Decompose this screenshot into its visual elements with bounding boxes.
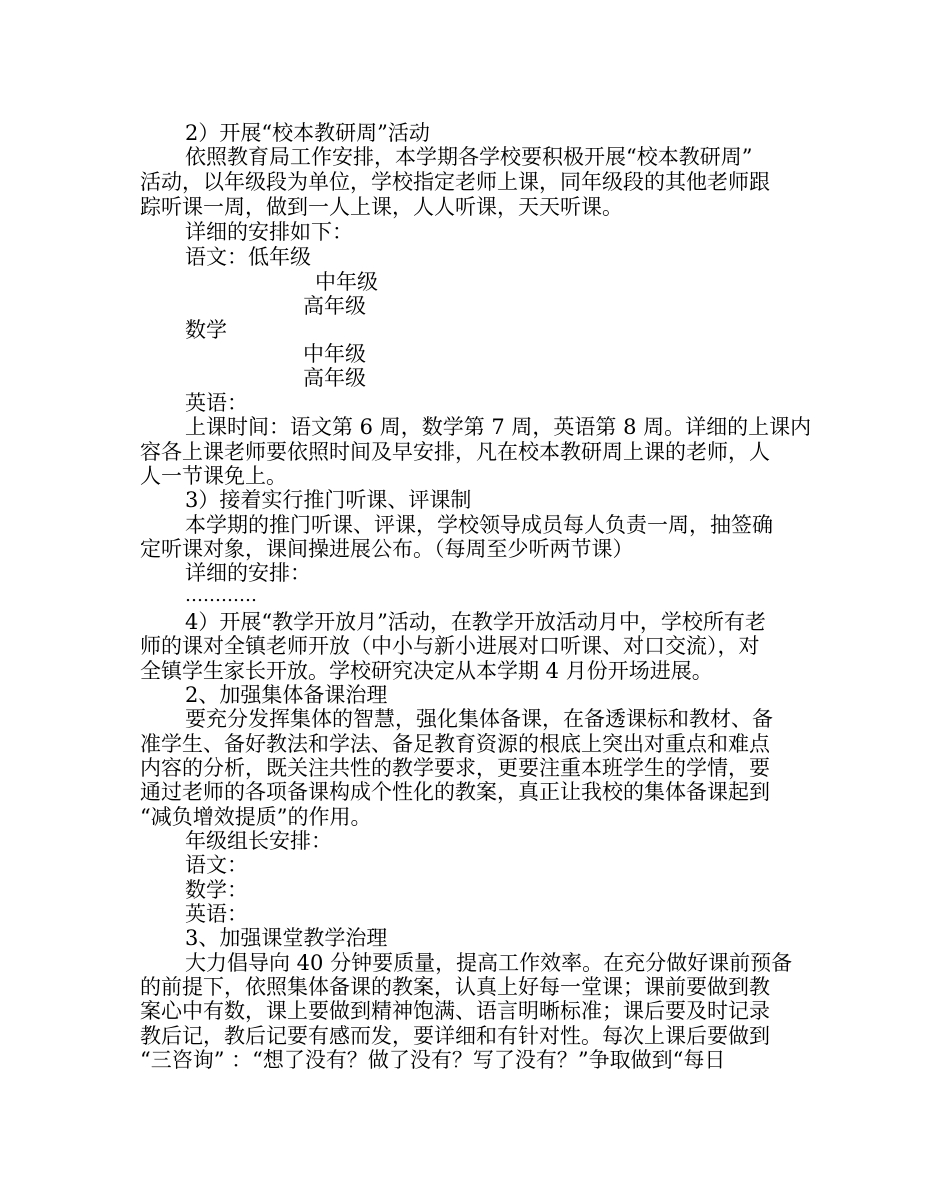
- heading-collective-lesson-prep: 2、加强集体备课治理: [185, 683, 388, 707]
- schedule-item: 中年级: [303, 342, 366, 366]
- body-line: 定听课对象，课间操进展公布。（每周至少听两节课）: [140, 537, 634, 561]
- body-line: 人一节课免上。: [140, 464, 287, 488]
- body-line: “三咨询” ：“想了没有？做了没有？写了没有？”争取做到“每日: [140, 1048, 726, 1072]
- ellipsis-line: …………: [185, 585, 257, 606]
- body-line: 内容的分析，既关注共性的教学要求，更要注重本班学生的学情，要: [140, 756, 770, 780]
- body-line: 详细的安排如下：: [185, 220, 353, 244]
- grade-leader-chinese: 语文：: [185, 853, 248, 877]
- body-line: 教后记，教后记要有感而发，要详细和有针对性。每次上课后要做到: [140, 1024, 770, 1048]
- body-line: 踪听课一周，做到一人上课，人人听课，天天听课。: [140, 195, 623, 219]
- body-line: 师的课对全镇老师开放（中小与新小进展对口听课、对口交流），对: [140, 634, 760, 658]
- body-line: 依照教育局工作安排，本学期各学校要积极开展“校本教研周”: [185, 145, 753, 169]
- schedule-item: 高年级: [303, 366, 366, 390]
- body-line: 案心中有数，课上要做到精神饱满、语言明晰标准；课后要及时记录: [140, 999, 770, 1023]
- grade-leader-english: 英语：: [185, 902, 248, 926]
- body-line: 大力倡导向 40 分钟要质量，提高工作效率。在充分做好课前预备: [185, 951, 793, 975]
- body-line: 要充分发挥集体的智慧，强化集体备课，在备透课标和教材、备: [185, 707, 773, 731]
- body-line: 准学生、备好教法和学法、备足教育资源的根底上突出对重点和难点: [140, 732, 770, 756]
- grade-leader-math: 数学：: [185, 878, 248, 902]
- body-line: 全镇学生家长开放。学校研究决定从本学期 4 月份开场进展。: [140, 659, 713, 683]
- body-line: 活动，以年级段为单位，学校指定老师上课，同年级段的其他老师跟: [140, 170, 770, 194]
- heading-teaching-open-month: 4）开展“教学开放月”活动，在教学开放活动月中，学校所有老: [185, 610, 766, 634]
- body-line: 容各上课老师要依照时间及早安排，凡在校本教研周上课的老师，人: [140, 440, 770, 464]
- grade-leader-label: 年级组长安排：: [185, 829, 332, 853]
- heading-classroom-management: 3、加强课堂教学治理: [185, 926, 388, 950]
- heading-school-research-week: 2）开展“校本教研周”活动: [185, 121, 430, 145]
- schedule-chinese-label: 语文：低年级: [185, 245, 311, 269]
- body-line: 详细的安排：: [185, 561, 311, 585]
- body-line: 通过老师的各项备课构成个性化的教案，真正让我校的集体备课起到: [140, 780, 770, 804]
- body-line: 本学期的推门听课、评课，学校领导成员每人负责一周，抽签确: [185, 513, 773, 537]
- schedule-math-label: 数学: [185, 318, 227, 342]
- schedule-item: 高年级: [303, 294, 366, 318]
- body-line: 上课时间：语文第 6 周，数学第 7 周，英语第 8 周。详细的上课内: [185, 415, 812, 439]
- schedule-item: 中年级: [315, 270, 378, 294]
- heading-open-door-observation: 3）接着实行推门听课、评课制: [185, 488, 472, 512]
- schedule-english-label: 英语：: [185, 391, 248, 415]
- body-line: 的前提下，依照集体备课的教案，认真上好每一堂课；课前要做到教: [140, 975, 770, 999]
- body-line: “减负增效提质”的作用。: [140, 805, 372, 829]
